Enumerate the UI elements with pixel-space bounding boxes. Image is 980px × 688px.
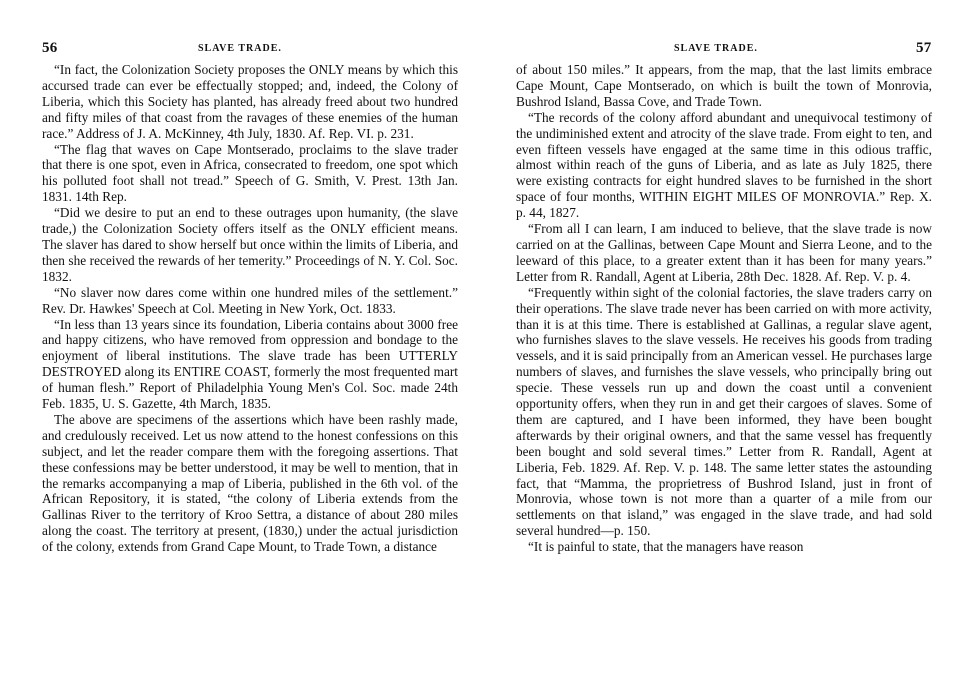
paragraph: “Did we desire to put an end to these outrages upon humanity, (the slave trade,) the Colonization Society offers itself as the ONLY efficient means. The slaver has dared to show herself but once within the limits of Liberia, and then she received the rewards of her temerity.” Proceedings of N. Y. Col. Soc. 1832.: [42, 205, 458, 284]
paragraph: “In fact, the Colonization Society proposes the ONLY means by which this accursed trade can ever be effectually stopped; and, indeed, the Colony of Liberia, which this Society has planted, has already freed about two hundred and fifty miles of that coast from the ravages of these enemies of the human race.” Address of J. A. McKinney, 4th July, 1830. Af. Rep. VI. p. 231.: [42, 62, 458, 141]
paragraph: “From all I can learn, I am induced to believe, that the slave trade is now carried on at the Gallinas, between Cape Mount and Sierra Leone, and to the leeward of this place, to a greater extent than it has been for many years.” Letter from R. Randall, Agent at Liberia, 28th Dec. 1828. Af. Rep. V. p. 4.: [516, 221, 932, 284]
running-head-right: SLAVE TRADE.: [674, 43, 758, 54]
page-number-left: 56: [42, 40, 58, 56]
page-number-right: 57: [916, 40, 932, 56]
running-head-left: SLAVE TRADE.: [198, 43, 282, 54]
paragraph: of about 150 miles.” It appears, from the map, that the last limits embrace Cape Mount, Cape Montserado, on which is built the town of Monrovia, Bushrod Island, Bassa Cove, and Trade Town.: [516, 62, 932, 109]
paragraph: The above are specimens of the assertions which have been rashly made, and credulously received. Let us now attend to the honest confessions on this subject, and let the reader compare them with the foregoing assertions. That these confessions may be better understood, it may be well to mention, that in the remarks accompanying a map of Liberia, published in the 6th vol. of the African Repository, it is stated, “the colony of Liberia extends from the Gallinas River to the territory of Kroo Settra, a distance of about 280 miles along the coast. The territory at present, (1830,) under the actual jurisdiction of the colony, extends from Grand Cape Mount, to Trade Town, a distance: [42, 411, 458, 555]
paragraph: “The records of the colony afford abundant and unequivocal testimony of the undiminished extent and atrocity of the slave trade. From eight to ten, and even fifteen vessels have engaged at the same time in this odious traffic, almost within reach of the guns of Liberia, and as late as July 1825, there were existing contracts for eight hundred slaves to be furnished in the short space of four months, WITHIN EIGHT MILES OF MONROVIA.” Rep. X. p. 44, 1827.: [516, 109, 932, 221]
paragraph: “In less than 13 years since its foundation, Liberia contains about 3000 free and happy citizens, who have removed from oppression and bondage to the enjoyment of liberal institutions. The slave trade has been UTTERLY DESTROYED along its ENTIRE COAST, formerly the most frequented mart of human flesh.” Report of Philadelphia Young Men's Col. Soc. made 24th Feb. 1835, U. S. Gazette, 4th March, 1835.: [42, 316, 458, 412]
left-page-body: [42, 62, 458, 555]
paragraph: “Frequently within sight of the colonial factories, the slave traders carry on their operations. The slave trade never has been carried on with more activity, than it is at this time. There is established at Gallinas, a regular slave agent, who furnishes slaves to the slave vessels. He receives his goods from trading vessels, and it is said principally from an American vessel. He purchases large numbers of slaves, and furnishes the slave vessels, who principally bring out specie. These vessels run up and down the coast until a convenient opportunity offers, when they run in and get their cargoes of slaves. Some of them are captured, and I have been informed, they have been bought afterwards by their original owners, and that the same vessel has frequently been bought and sold several times.” Letter from R. Randall, Agent at Liberia, Feb. 1829. Af. Rep. V. p. 148. The same letter states the astounding fact, that “Mamma, the proprietress of Bushrod Island, just in front of Monrovia, whose town is not more than a quarter of a mile from our settlements on that island,” was engaged in the slave trade, and had sold several hundred—p. 150.: [516, 284, 932, 539]
paragraph: “The flag that waves on Cape Montserado, proclaims to the slave trader that there is one spot, even in Africa, consecrated to freedom, one spot which his polluted foot shall not tread.” Speech of G. Smith, V. Prest. 13th Jan. 1831. 14th Rep.: [42, 141, 458, 205]
right-page-body: [516, 62, 932, 555]
right-page: [490, 0, 980, 688]
paragraph: “It is painful to state, that the managers have reason: [528, 539, 804, 555]
paragraph: “No slaver now dares come within one hundred miles of the settlement.” Rev. Dr. Hawkes' Speech at Col. Meeting in New York, Oct. 1833.: [42, 284, 458, 316]
